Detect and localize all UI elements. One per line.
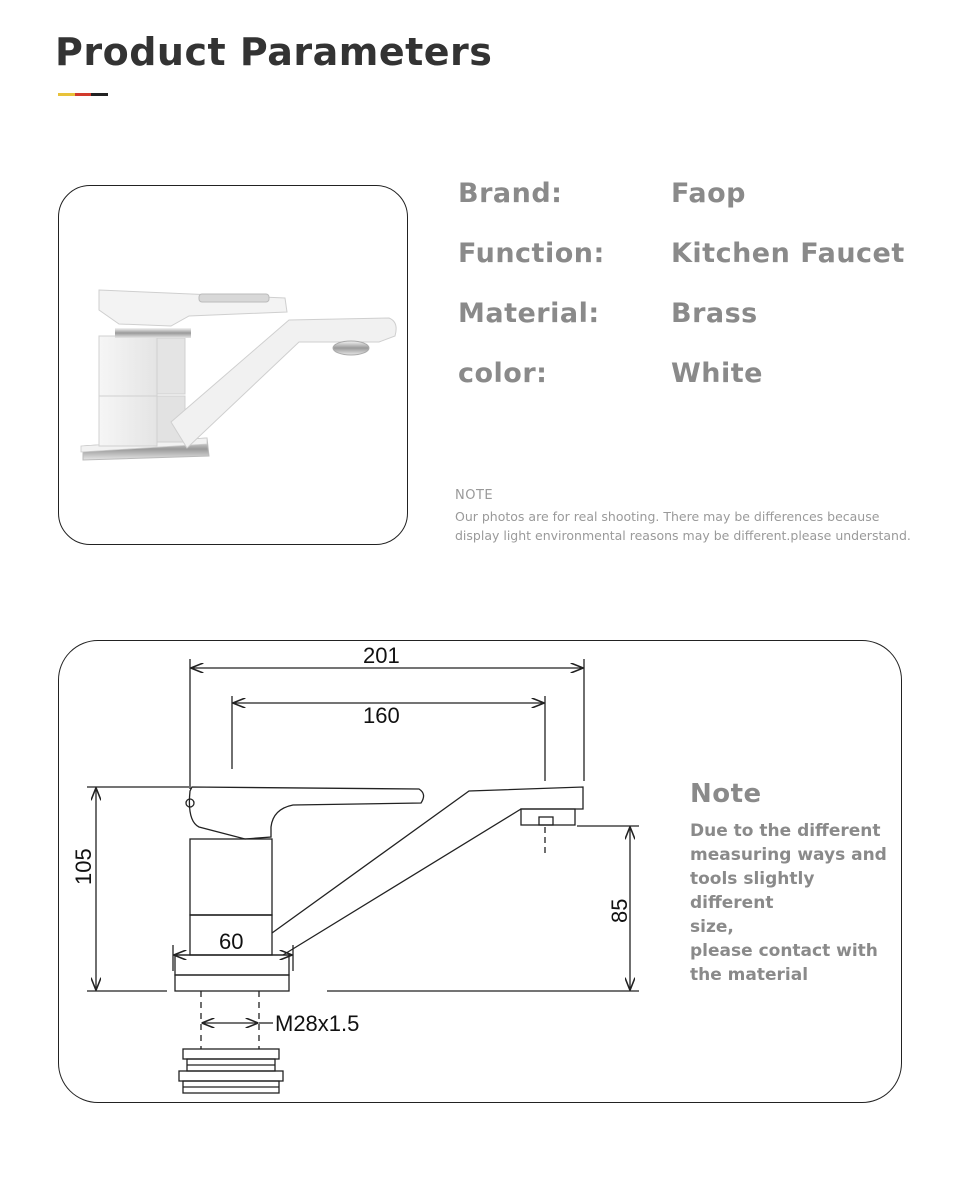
photo-note-body — [455, 507, 925, 545]
dim-spout-reach: 160 — [363, 703, 400, 728]
param-label: Material: — [458, 298, 600, 329]
param-label: Function: — [458, 238, 605, 269]
diagram-note-line: measuring ways and — [690, 845, 887, 865]
photo-note — [455, 488, 925, 545]
param-value: Faop — [671, 178, 746, 209]
dim-base-width: 60 — [219, 929, 244, 954]
diagram-note-heading: Note — [690, 779, 762, 809]
dim-height: 105 — [71, 848, 96, 885]
param-label: Brand: — [458, 178, 563, 209]
diagram-note-line: tools slightly different — [690, 869, 815, 913]
faucet-photo-icon — [59, 186, 408, 545]
dim-spout-height: 85 — [607, 898, 632, 923]
dimension-diagram-card — [58, 640, 902, 1103]
photo-note-line: display light environmental reasons may be different.please understand. — [455, 528, 911, 543]
photo-note-heading: NOTE — [455, 488, 494, 503]
underline-black — [91, 93, 108, 96]
product-photo-card — [58, 185, 408, 545]
param-value: Kitchen Faucet — [671, 238, 905, 269]
diagram-note-line: please contact with — [690, 941, 878, 961]
diagram-note-line: the material — [690, 965, 809, 985]
diagram-note-line: Due to the different — [690, 821, 881, 841]
dim-thread: M28x1.5 — [275, 1011, 360, 1036]
dim-total-length: 201 — [363, 643, 400, 668]
underline-red — [75, 93, 92, 96]
photo-note-line: Our photos are for real shooting. There may be differences because — [455, 509, 880, 524]
title-underline — [58, 93, 108, 96]
param-value: Brass — [671, 298, 758, 329]
diagram-note-line: size, — [690, 917, 734, 937]
param-value: White — [671, 358, 763, 389]
param-label: color: — [458, 358, 548, 389]
page-title: Product Parameters — [55, 30, 493, 74]
diagram-note — [690, 779, 900, 987]
underline-yellow — [58, 93, 75, 96]
